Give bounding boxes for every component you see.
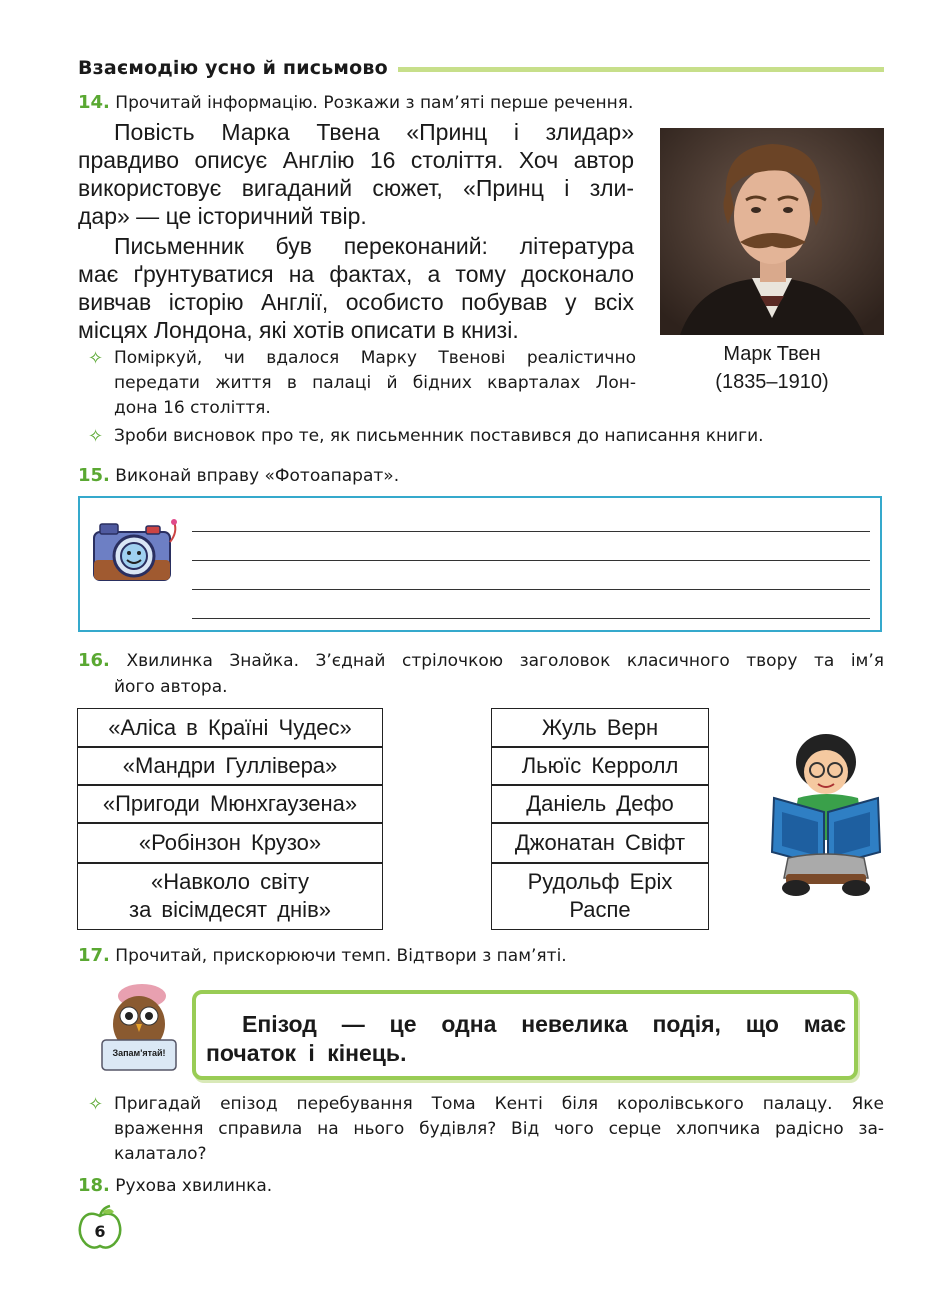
- section-title: Взаємодію усно й письмово: [78, 57, 388, 79]
- author-cell[interactable]: Рудольф Еріх Распе: [491, 862, 709, 930]
- task-16-instruction: 16. Хвилинка Знайка. З’єднай стрілочкою заголовок класичного твору та ім’я його автора.: [78, 650, 884, 697]
- bullet-diamond-icon: ✧: [88, 1094, 104, 1115]
- owl-label: Запам'ятай!: [112, 1048, 166, 1058]
- bullet-diamond-icon: ✧: [88, 426, 104, 447]
- author-cell[interactable]: Льюїс Керролл: [491, 746, 709, 786]
- task-17-bullet: ✧ Пригадай епізод перебування Тома Кенті біля королівського палацу. Яке враження справила на нього будівля? Від чого серце хлопчика радісно за- калатало?: [88, 1094, 884, 1164]
- title-cell[interactable]: «Навколо світу за вісімдесят днів»: [77, 862, 383, 930]
- task-14-text: [78, 118, 634, 344]
- section-header-bar: [398, 67, 884, 72]
- author-cell[interactable]: Жуль Верн: [491, 708, 709, 748]
- task-14-instruction: 14. Прочитай інформацію. Розкажи з пам’яті перше речення.: [78, 92, 634, 113]
- task-18-instruction: 18. Рухова хвилинка.: [78, 1175, 273, 1196]
- page-number: 6: [76, 1204, 124, 1252]
- portrait-caption: Марк Твен (1835–1910): [715, 343, 829, 393]
- title-cell[interactable]: «Мандри Гуллівера»: [77, 746, 383, 786]
- title-cell[interactable]: «Пригоди Мюнхгаузена»: [77, 784, 383, 824]
- camera-icon: [90, 518, 182, 584]
- author-cell[interactable]: Джонатан Свіфт: [491, 822, 709, 864]
- task-14-bullet-2: ✧ Зроби висновок про те, як письменник поставився до написання книги.: [88, 426, 764, 447]
- task-14-bullet-1: ✧ Поміркуй, чи вдалося Марку Твенові реалістично передати життя в палаці й бідних кварталах Лон- дона 16 століття.: [88, 348, 636, 418]
- paragraph-2: Письменник був переконаний: література має ґрунтуватися на фактах, а тому досконало вивчав історію Англії, особисто побував у всіх місцях Лондона, які хотів описати в книзі.: [78, 233, 634, 343]
- title-cell[interactable]: «Аліса в Країні Чудес»: [77, 708, 383, 748]
- mark-twain-portrait: [660, 128, 884, 335]
- boy-reading-icon: [768, 728, 884, 900]
- definition-text: Епізод — це одна невелика подія, що має початок і кінець.: [206, 1011, 846, 1066]
- author-cell[interactable]: Даніель Дефо: [491, 784, 709, 824]
- definition-frame: [192, 990, 858, 1080]
- task-17-instruction: 17. Прочитай, прискорюючи темп. Відтвори з пам’яті.: [78, 945, 567, 966]
- writing-box: [78, 496, 882, 632]
- title-cell[interactable]: «Робінзон Крузо»: [77, 822, 383, 864]
- task-15-instruction: 15. Виконай вправу «Фотоапарат».: [78, 465, 400, 486]
- bullet-diamond-icon: ✧: [88, 348, 104, 369]
- section-header: [78, 56, 884, 80]
- owl-remember-icon: [100, 980, 178, 1080]
- paragraph-1: Повість Марка Твена «Принц і злидар» правдиво описує Англію 16 століття. Хоч автор використовує вигаданий сюжет, «Принц і зли- дар» — це історичний твір.: [78, 119, 634, 229]
